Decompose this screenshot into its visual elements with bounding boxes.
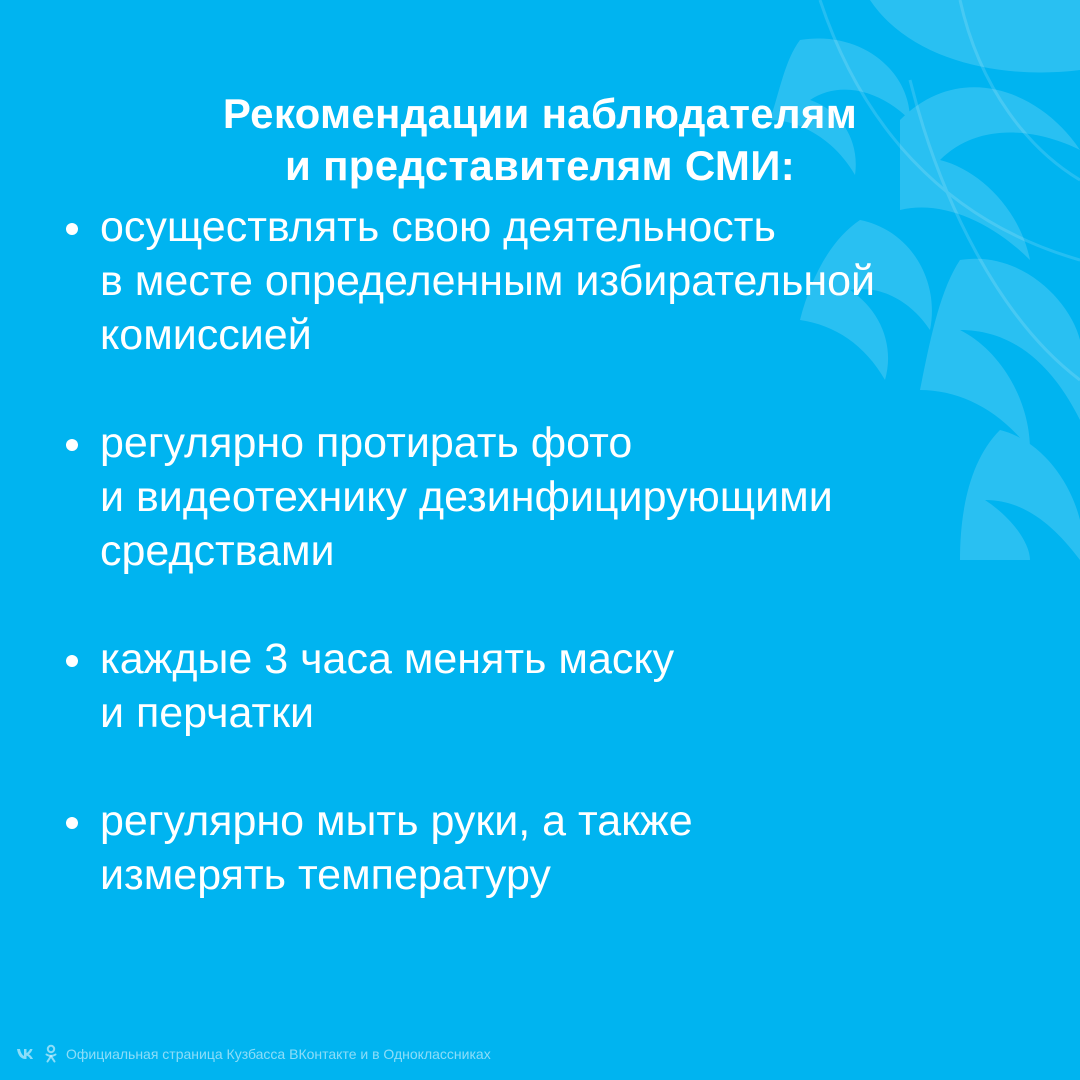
list-item-text: и видеотехнику дезинфицирующими xyxy=(100,473,833,521)
list-item xyxy=(66,416,1056,578)
list-item xyxy=(66,794,1056,902)
vk-icon xyxy=(16,1047,36,1061)
list-item xyxy=(66,200,1056,362)
odnoklassniki-icon xyxy=(44,1044,58,1064)
footer-caption: Официальная страница Кузбасса ВКонтакте и в Одноклассниках xyxy=(66,1046,491,1062)
list-item-text: в месте определенным избирательной xyxy=(100,257,876,305)
footer xyxy=(16,1042,491,1066)
list-item-text: комиссией xyxy=(100,311,312,359)
title-line: Рекомендации наблюдателям xyxy=(222,90,858,138)
page-title xyxy=(0,88,1080,192)
list-item-text: средствами xyxy=(100,527,335,575)
bullet-dot-icon xyxy=(66,817,78,829)
list-item-text: регулярно протирать фото xyxy=(100,419,633,467)
list-item xyxy=(66,632,1056,740)
title-line: и представителям СМИ: xyxy=(285,142,795,190)
list-item-text: измерять температуру xyxy=(100,851,551,899)
list-item-text: и перчатки xyxy=(100,689,315,737)
list-item-text: регулярно мыть руки, а также xyxy=(100,797,693,845)
recommendation-list xyxy=(66,200,1056,956)
bullet-dot-icon xyxy=(66,655,78,667)
bullet-dot-icon xyxy=(66,439,78,451)
list-item-text: каждые 3 часа менять маску xyxy=(100,635,675,683)
list-item-text: осуществлять свою деятельность xyxy=(100,203,776,251)
bullet-dot-icon xyxy=(66,223,78,235)
